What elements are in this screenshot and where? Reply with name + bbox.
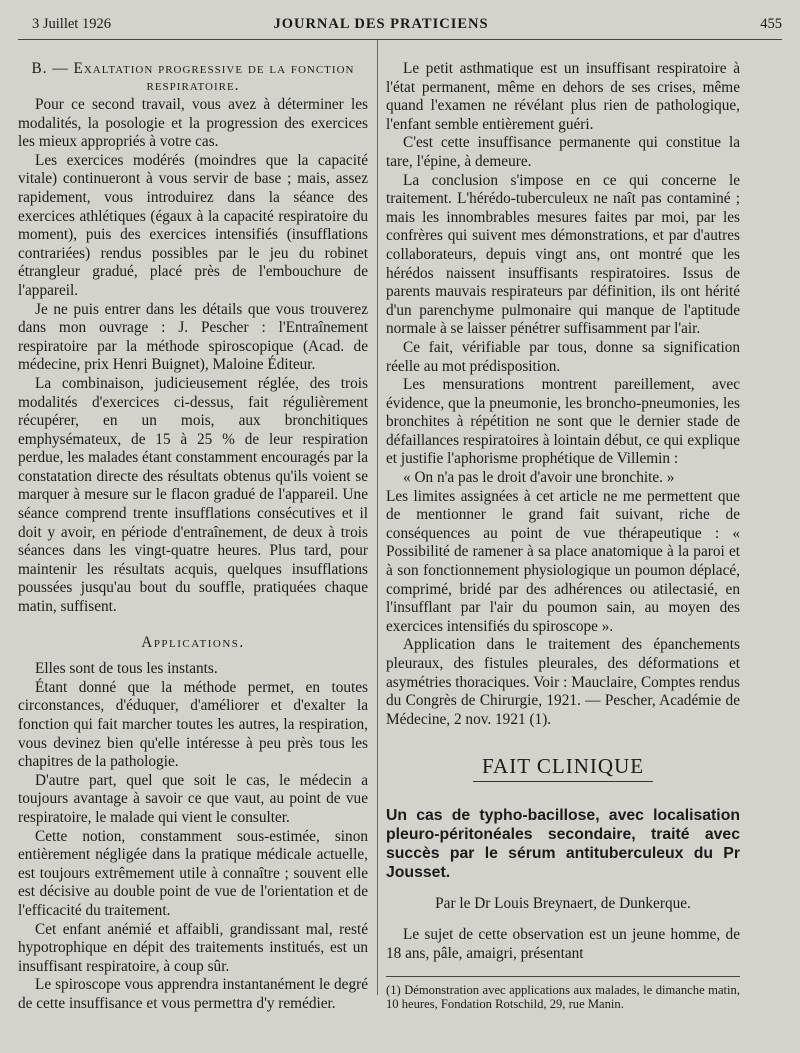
paragraph: D'autre part, quel que soit le cas, le médecin a toujours avantage à savoir ce que vaut, au point de vue respiratoire, le malade qui vient le consulter. [18, 771, 368, 826]
right-column [386, 60, 740, 1011]
left-column [18, 60, 368, 1014]
journal-title: JOURNAL DES PRATICIENS [273, 16, 489, 32]
article-author: Par le Dr Louis Breynaert, de Dunkerque. [435, 895, 691, 913]
column-separator [377, 40, 378, 995]
paragraph: Les limites assignées à cet article ne me permettent que de mentionner le grand fait suivant, riche de conséquences au point de vue thérapeutique : « Possibilité de ramener à sa place anatomique à la paroi et à son fonctionnement physiologique un poumon déplacé, comprimé, bridé par des adhérences ou atilectasié, en l'insufflant par l'air du poumon sain, au moyen des exercices intensifiés du spiroscope ». [386, 487, 740, 635]
footnote: (1) Démonstration avec applications aux malades, le dimanche matin, 10 heures, Fondation Rotschild, 29, rue Manin. [386, 982, 740, 1011]
paragraph: La combinaison, judicieusement réglée, des trois modalités d'exercices ci-dessus, fait régulièrement récupérer, en un mois, aux bronchitiques emphysémateux, de 15 à 25 % de leur respiration perdue, les malades étant constamment encouragés par la constatation directe des résultats obtenus qu'ils voient se marquer à mesure sur le flacon gradué de l'appareil. Une séance comprend trente insufflations consécutives et il doit y avoir, en période d'entraînement, de deux à trois séances dans les vingt-quatre heures. Plus tard, pour maintenir les résultats acquis, quelques insufflations poussées jusqu'au bout du souffle, pratiquées chaque matin, suffisent. [18, 374, 368, 616]
page-number: 455 [760, 16, 782, 32]
paragraph: Application dans le traitement des épanchements pleuraux, des fistules pleurales, des déformations et asymétries thoraciques. Voir : Mauclaire, Comptes rendus du Congrès de Chirurgie, 1921. — Pescher, Académie de Médecine, 2 nov. 1921 (1). [386, 636, 740, 728]
section-heading-b: B. — Exaltation progressive de la fonction respiratoire. [31, 60, 355, 94]
subheading-applications: Applications. [141, 633, 245, 651]
issue-date: 3 Juillet 1926 [32, 16, 111, 32]
paragraph: La conclusion s'impose en ce qui concerne le traitement. L'hérédo-tuberculeux ne naît pas contaminé ; mais les innombrables mesures faites par moi, par les confrères qui suivent mes démonstrations, et par d'autres collaborateurs, depuis vingt ans, ont montré que les hérédos naissent insuffisants respiratoires. Issus de parents mauvais respirateurs par définition, ils ont hérité d'un parenchyme pulmonaire qui manque de l'aptitude normale à se laisser pénétrer suffisamment par l'air. [386, 171, 740, 338]
paragraph: Elles sont de tous les instants. [35, 660, 218, 678]
header-rule [18, 39, 782, 40]
paragraph: Le spiroscope vous apprendra instantanément le degré de cette insuffisance et vous permettra d'y remédier. [18, 976, 368, 1012]
paragraph: Les mensurations montrent pareillement, avec évidence, que la pneumonie, les broncho-pneumonies, les bronchites à répétition ne sont que le dernier stade de défaillances respiratoires à lointain début, ce qui explique et justifie l'aphorisme prophétique de Villemin : [386, 376, 740, 468]
heading-rule [473, 781, 653, 782]
paragraph: Le sujet de cette observation est un jeune homme, de 18 ans, pâle, amaigri, présentant [386, 926, 740, 962]
paragraph: Cet enfant anémié et affaibli, grandissant mal, resté hypotrophique en dépit des traitements institués, est un insuffisant respiratoire, à coup sûr. [18, 920, 368, 975]
paragraph: Pour ce second travail, vous avez à déterminer les modalités, la posologie et la progression des exercices les mieux appropriés à votre cas. [18, 96, 368, 151]
paragraph: Étant donné que la méthode permet, en toutes circonstances, d'éduquer, d'améliorer et d'exalter la fonction qui fait marcher toutes les autres, la respiration, vous devinez bien qu'elle intéresse à peu près tous les chapitres de la pathologie. [18, 678, 368, 771]
quotation: « On n'a pas le droit d'avoir une bronchite. » [403, 469, 675, 487]
section-heading-fait-clinique: FAIT CLINIQUE [481, 754, 645, 779]
paragraph: C'est cette insuffisance permanente qui constitue la tare, l'épine, à demeure. [386, 134, 740, 170]
paragraph: Les exercices modérés (moindres que la capacité vitale) continueront à vous servir de base ; mais, assez rapidement, vous introduirez dans la séance des exercices athlétiques (égaux à la capacité respiratoire du moment), puis des exercices intensifiés (insufflations contrariées) rendus possibles par le jeu du robinet étrangleur gradué, placé près de l'embouchure de l'appareil. [18, 151, 368, 299]
paragraph: Ce fait, vérifiable par tous, donne sa signification réelle au mot prédisposition. [386, 338, 740, 375]
paragraph: Cette notion, constamment sous-estimée, sinon entièrement négligée dans la pratique médicale actuelle, est toujours extrêmement utile à connaître ; souvent elle est décisive au double point de vue de l'orientation et de l'efficacité du traitement. [18, 827, 368, 919]
page-header [32, 14, 782, 36]
footnote-rule [386, 976, 740, 977]
article-title: Un cas de typho-bacillose, avec localisation pleuro-péritonéales secondaire, traité avec succès par le sérum antituberculeux du Pr Jousset. [386, 807, 740, 882]
paragraph: Le petit asthmatique est un insuffisant respiratoire à l'état permanent, même en dehors de ses crises, même quand l'examen ne révélant plus rien de pathologique, l'enfant semble entièrement guéri. [386, 60, 740, 133]
paragraph: Je ne puis entrer dans les détails que vous trouverez dans mon ouvrage : J. Pescher : l'Entraînement respiratoire par la méthode spiroscopique (Acad. de médecine, prix Henri Buignet), Maloine Éditeur. [18, 300, 368, 374]
